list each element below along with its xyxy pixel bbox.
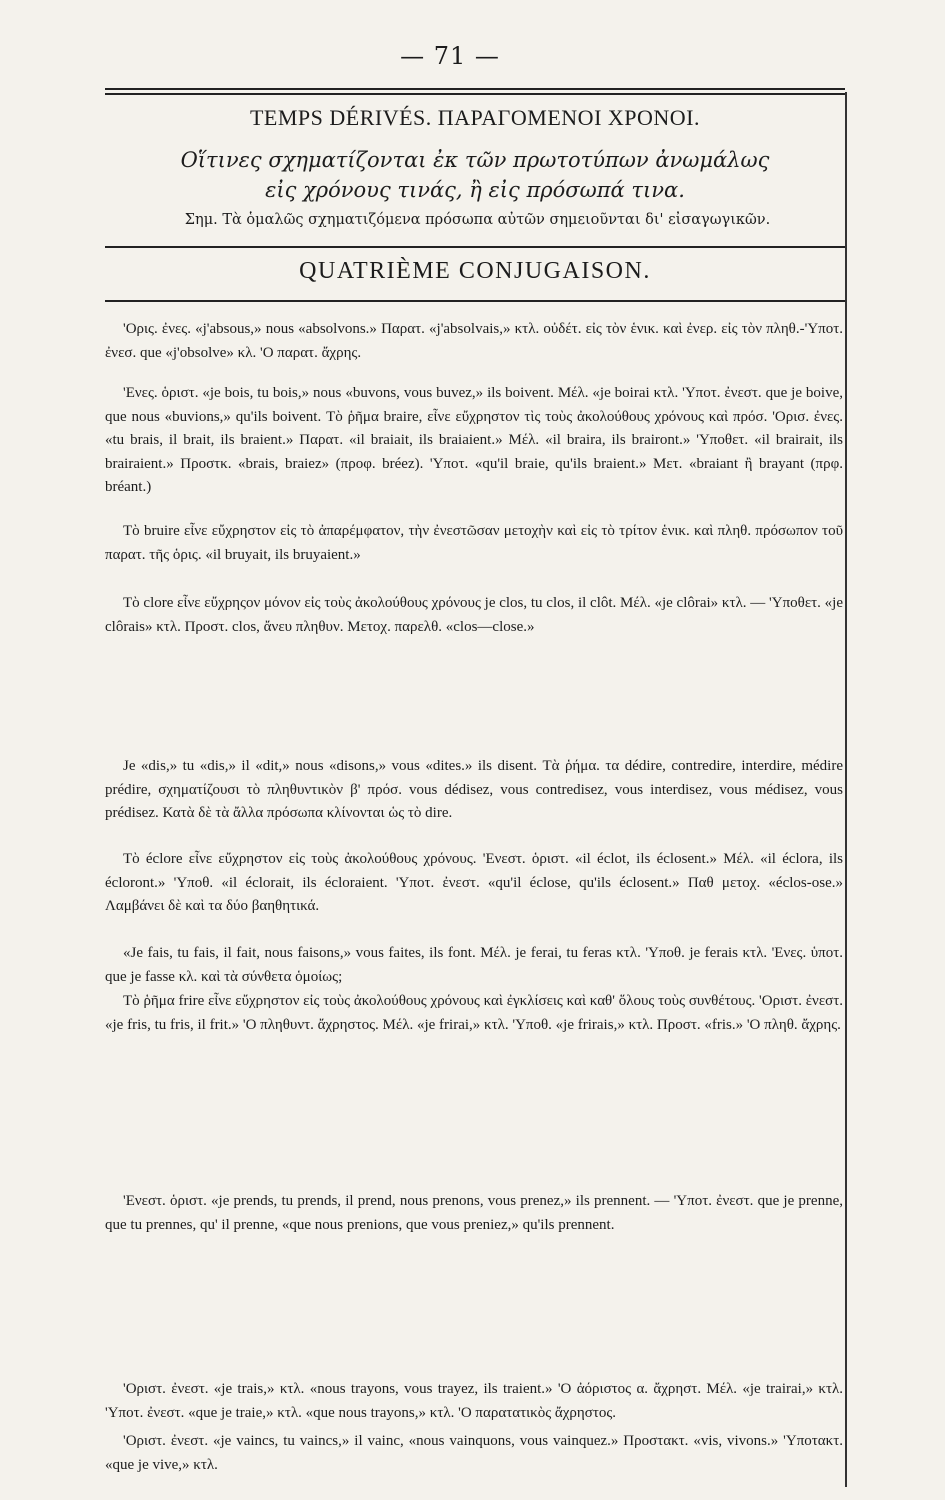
- paragraph-traire: 'Οριστ. ἐνεστ. «je trais,» κτλ. «nous trayons, vous trayez, ils traient.» 'Ο ἀόριστος α. ἄχρηστ. Μέλ. «je trairai,» κτλ. 'Υποτ. ἐνεστ. «que je traie,» κτλ. «que nous trayons,» κτλ. 'Ο παρατατικὸς ἄχρηστος.: [105, 1381, 843, 1421]
- paragraph-eclore: Τὸ éclore εἶνε εὔχρηστον εἰς τοὺς ἀκολούθους χρόνους. 'Ενεστ. ὁριστ. «il éclot, ils éclosent.» Μέλ. «il éclora, ils écloront.» 'Υποθ. «il éclorait, ils écloraient. 'Υποτ. ἐνεστ. «qu'il éclose, qu'ils éclosent.» Παθ μετοχ. «éclos-ose.» Λαμβάνει δὲ καὶ τα δύο βαηθητικά.: [105, 851, 843, 914]
- paragraph-prendre: 'Ενεστ. ὁριστ. «je prends, tu prends, il prend, nous prenons, vous prenez,» ils prennent. — 'Υποτ. ἐνεστ. que je prenne, que tu prennes, qu' il prenne, «que nous prenions, que vous preniez,» qu'ils prennent.: [105, 1193, 843, 1233]
- paragraph-clore: Τὸ clore εἶνε εὔχρηςον μόνον εἰς τοὺς ἀκολούθους χρόνους je clos, tu clos, il clôt. Μέλ. «je clôrai» κτλ. — 'Υποθετ. «je clôrais» κτλ. Προστ. clos, ἄνευ πληθυν. Μετοχ. παρελθ. «clos—close.»: [105, 595, 843, 635]
- subtitle-line-2: εἰς χρόνους τινάς, ἢ εἰς πρόσωπά τινα.: [265, 178, 685, 202]
- paragraph-faire: «Je fais, tu fais, il fait, nous faisons,» vous faites, ils font. Μέλ. je ferai, tu feras κτλ. 'Υποθ. je ferais κτλ. 'Ενες. ὑποτ. que je fasse κλ. καὶ τὰ σύνθετα ὁμοίως;: [105, 945, 843, 985]
- paragraph-absoudre: 'Ορις. ἐνες. «j'absous,» nous «absolvons.» Παρατ. «j'absolvais,» κτλ. οὐδέτ. εἰς τὸν ἑνικ. καὶ ἐνερ. εἰς τὸν πληθ.-'Υποτ. ἐνεσ. que «j'obsolve» κλ. 'Ο παρατ. ἄχρης.: [105, 321, 843, 361]
- paragraph-frire: Τὸ ῥῆμα frire εἶνε εὔχρηστον εἰς τοὺς ἀκολούθους χρόνους καὶ ἐγκλίσεις καὶ καθ' ὅλους τοὺς συνθέτους. 'Οριστ. ἐνεστ. «je fris, tu fris, il frit.» 'Ο πληθυντ. ἄχρηστος. Μέλ. «je frirai,» κτλ. 'Υποθ. «je frirais,» κτλ. Προστ. «fris.» 'Ο πληθ. ἄχρης.: [105, 993, 843, 1033]
- subtitle-line-1: Οἵτινες σχηματίζονται ἐκ τῶν πρωτοτύπων ἀνωμάλως: [180, 148, 770, 172]
- heading-rule-top: [105, 246, 845, 248]
- top-rule: [105, 88, 845, 90]
- paragraph-vaincre: 'Οριστ. ἐνεστ. «je vaincs, tu vaincs,» il vainc, «nous vainquons, vous vainquez.» Προστακτ. «vis, vivons.» 'Υποτακτ. «que je vive,» κτλ.: [105, 1433, 843, 1473]
- paragraph-bruire: Τὸ bruire εἶνε εὔχρηστον εἰς τὸ ἀπαρέμφατον, τὴν ἐνεστῶσαν μετοχὴν καὶ εἰς τὸ τρίτον ἑνικ. καὶ πληθ. πρόσωπον τοῦ παρατ. τῆς ὁρις. «il bruyait, ils bruyaient.»: [105, 523, 843, 563]
- heading-rule-bottom: [105, 300, 845, 302]
- conjugation-heading: QUATRIÈME CONJUGAISON.: [299, 258, 651, 284]
- top-rule-thin: [105, 93, 845, 95]
- paragraph-boire-braire: 'Ενες. ὁριστ. «je bois, tu bois,» nous «buvons, vous buvez,» ils boivent. Μέλ. «je boirai κτλ. 'Υποτ. ἐνεστ. que je boive, que nous «buvions,» qu'ils boivent. Τὸ ῥῆμα braire, εἶνε εὔχρηστον τὶς τοὺς ἀκολούθους χρόνους καὶ πρόσ. 'Ορισ. ἐνες. «tu brais, il brait, ils braient.» Παρατ. «il braiait, ils braiaient.» Μέλ. «il braira, ils brairont.» 'Υποθετ. «il brairait, ils brairaient.» Προστκ. «brais, braiez» (προφ. bréez). 'Υποτ. «qu'il braie, qu'ils braient.» Μετ. «braiant ἢ brayant (πρφ. bréant.): [105, 385, 843, 495]
- right-margin-rule: [845, 92, 847, 1487]
- section-title: TEMPS DÉRIVÉS. ΠΑΡΑΓΟΜΕΝΟΙ ΧΡΟΝΟΙ.: [249, 105, 701, 130]
- paragraph-dire: Je «dis,» tu «dis,» il «dit,» nous «disons,» vous «dites.» ils disent. Τὰ ῥήμα. τα dédire, contredire, interdire, médire prédire, σχηματίζουσι τὸ πληθυντικὸν β' πρόσ. vous dédisez, vous contredisez, vous interdisez, vous médisez, vous prédisez. Κατὰ δὲ τὰ ἄλλα πρόσωπα κλίνονται ὡς τὸ dire.: [105, 758, 843, 821]
- page-number: — 71 —: [400, 42, 500, 70]
- note: Σημ. Τὰ ὁμαλῶς σχηματιζόμενα πρόσωπα αὐτῶν σημειοῦνται δι' εἰσαγωγικῶν.: [184, 212, 771, 228]
